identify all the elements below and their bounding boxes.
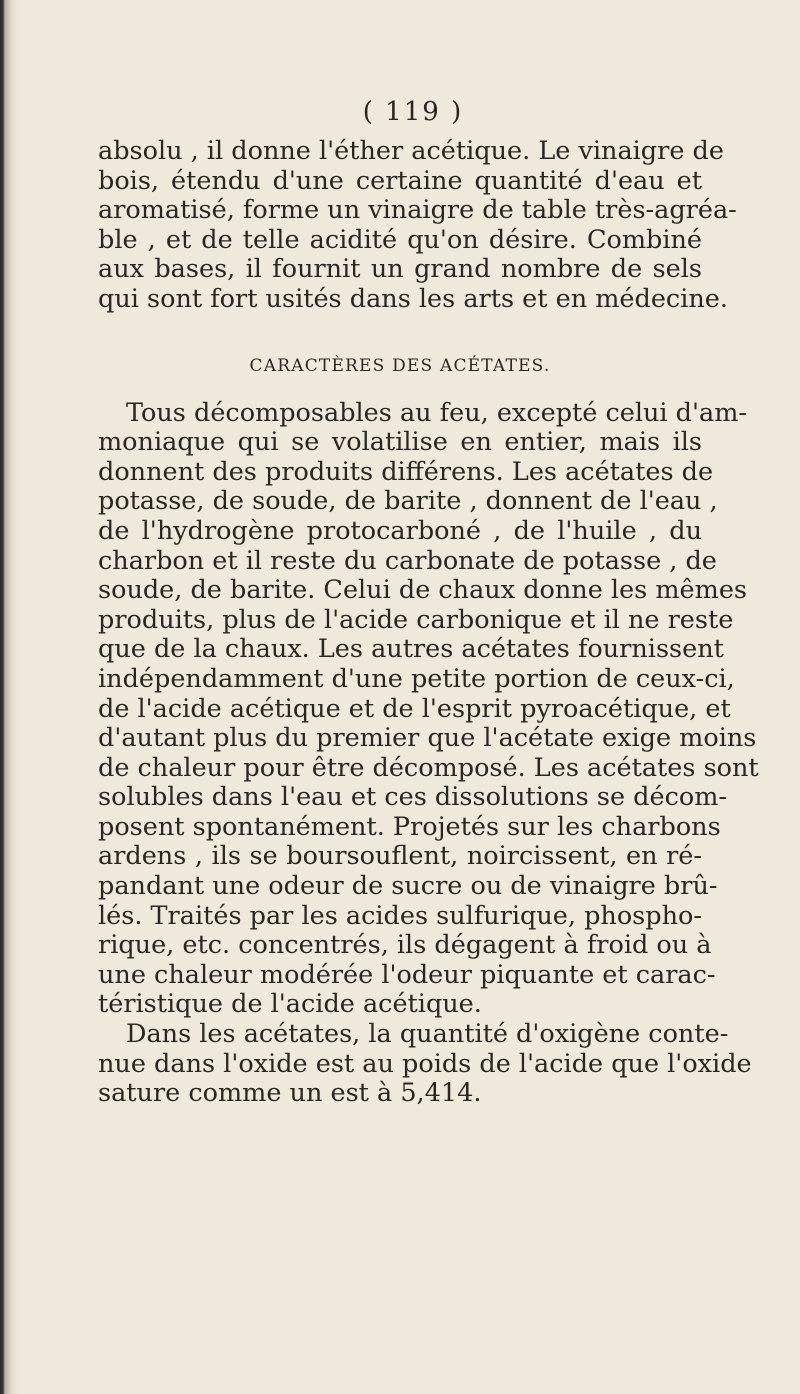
text-line: qui sont fort usités dans les arts et en médecine. [98,283,728,314]
paragraph-2 [98,397,759,1020]
section-heading: CARACTÈRES DES ACÉTATES. [249,355,551,376]
text-line: aux bases, il fournit un grand nombre de sels [98,254,702,285]
text-line: ble , et de telle acidité qu'on désire. Combiné [98,224,702,255]
text-line: que de la chaux. Les autres acétates fournissent [98,634,724,665]
text-line: absolu , il donne l'éther acétique. Le vinaigre de [98,136,724,166]
text-line: de l'acide acétique et de l'esprit pyroacétique, et [98,693,731,724]
book-page [98,95,759,1109]
text-line: une chaleur modérée l'odeur piquante et carac- [98,959,716,990]
text-line: de l'hydrogène protocarboné , de l'huile , du [98,515,702,546]
book-spine-edge [0,0,18,1394]
text-line: charbon et il reste du carbonate de potasse , de [98,545,717,576]
text-line: aromatisé, forme un vinaigre de table très-agréa- [98,195,737,226]
text-line: indépendamment d'une petite portion de ceux-ci, [98,663,735,694]
text-line: posent spontanément. Projetés sur les charbons [98,811,721,842]
text-line: pandant une odeur de sucre ou de vinaigre brû- [98,871,718,902]
text-line: produits, plus de l'acide carbonique et il ne reste [98,604,734,635]
page-number: ( 119 ) [362,97,464,127]
paragraph-1 [98,136,737,315]
text-line: d'autant plus du premier que l'acétate exige moins [98,723,757,754]
text-line: bois, étendu d'une certaine quantité d'eau et [98,165,702,196]
paragraph-3 [98,1019,752,1109]
text-line: de chaleur pour être décomposé. Les acétates sont [98,752,759,783]
text-line: lés. Traités par les acides sulfurique, phospho- [98,900,702,931]
text-line: moniaque qui se volatilise en entier, mais ils [98,427,702,458]
text-line: Dans les acétates, la quantité d'oxigène conte- [126,1019,729,1050]
text-line: nue dans l'oxide est au poids de l'acide que l'oxide [98,1048,752,1079]
text-line: rique, etc. concentrés, ils dégagent à froid ou à [98,930,712,961]
text-line: sature comme un est à 5,414. [98,1078,482,1109]
text-line: solubles dans l'eau et ces dissolutions se décom- [98,782,727,813]
text-line: soude, de barite. Celui de chaux donne les mêmes [98,575,747,606]
text-line: donnent des produits différens. Les acétates de [98,456,714,487]
text-line: téristique de l'acide acétique. [98,989,482,1020]
text-line: potasse, de soude, de barite , donnent de l'eau , [98,486,718,517]
text-line: Tous décomposables au feu, excepté celui d'am- [126,397,748,428]
text-line: ardens , ils se boursouflent, noircissent, en ré- [98,841,702,872]
